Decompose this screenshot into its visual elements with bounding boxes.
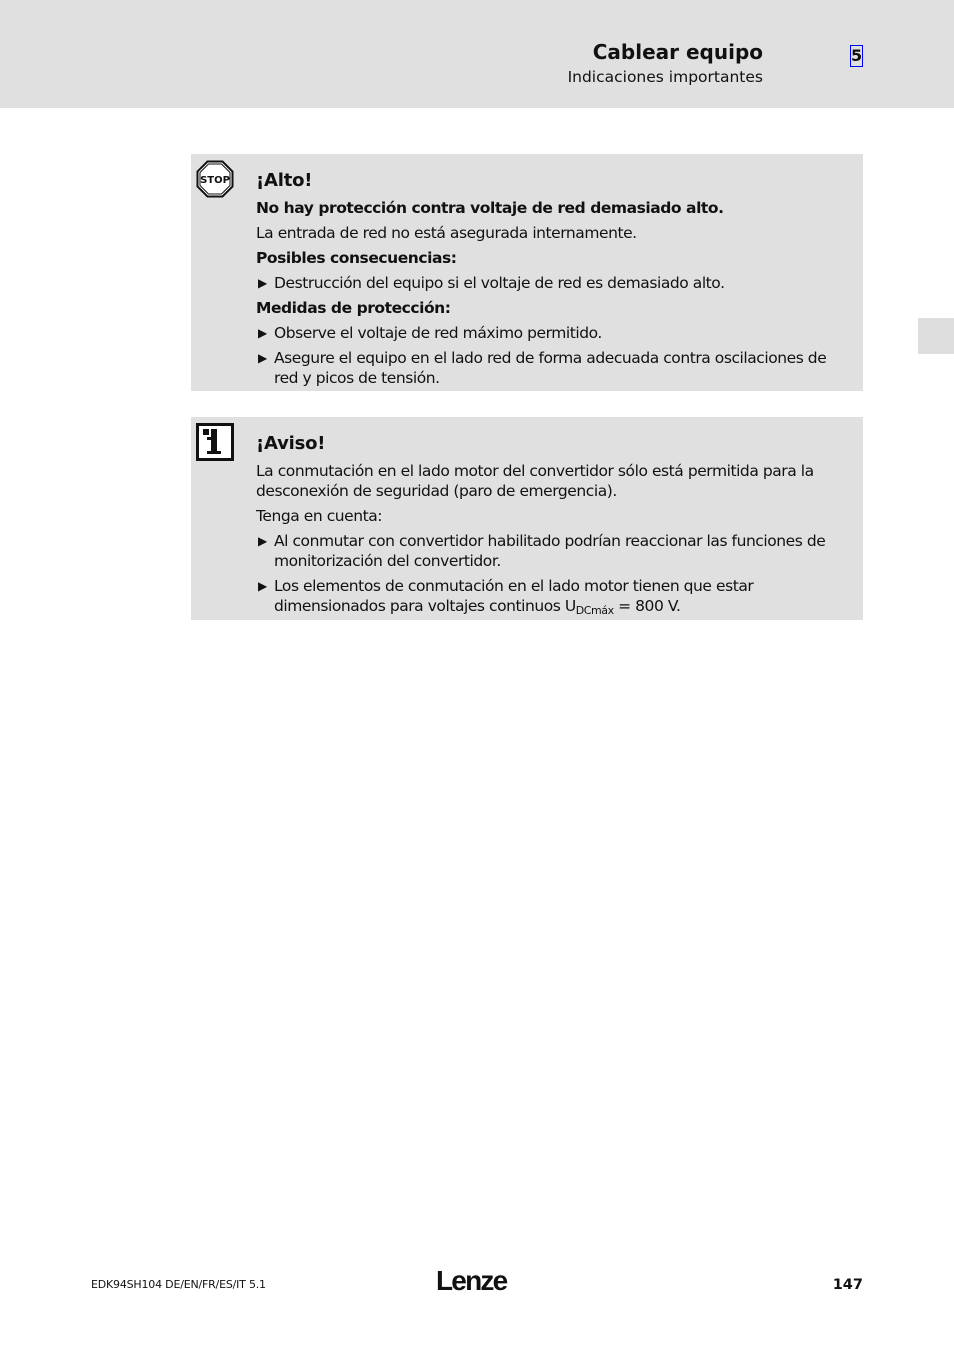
list-item bbox=[256, 531, 851, 571]
bullet-arrow-icon: ▶ bbox=[258, 579, 267, 593]
stop-description: La entrada de red no está asegurada internamente. bbox=[256, 224, 637, 242]
chapter-title: Cablear equipo bbox=[592, 40, 763, 64]
stop-sign-icon bbox=[196, 160, 234, 202]
stop-warning-text: No hay protección contra voltaje de red demasiado alto. bbox=[256, 199, 724, 217]
info-icon bbox=[196, 423, 234, 465]
stop-note-content bbox=[256, 171, 851, 393]
chapter-subtitle: Indicaciones importantes bbox=[567, 68, 763, 86]
list-item bbox=[256, 323, 851, 343]
bullet-arrow-icon: ▶ bbox=[258, 326, 267, 340]
consider-label: Tenga en cuenta: bbox=[256, 507, 383, 525]
side-tab-marker bbox=[918, 318, 954, 354]
chapter-number-badge: 5 bbox=[851, 46, 863, 65]
bullet-arrow-icon: ▶ bbox=[258, 276, 267, 290]
lenze-logo bbox=[436, 1266, 514, 1298]
stop-note-heading: ¡Alto! bbox=[256, 170, 313, 191]
voltage-subscript: DCmáx bbox=[575, 604, 614, 617]
list-item bbox=[256, 576, 851, 616]
header-band bbox=[0, 0, 954, 108]
stop-sign-text: STOP bbox=[200, 175, 230, 186]
measure-text: Asegure el equipo en el lado red de forma adecuada contra oscilaciones de red y picos de tensión. bbox=[274, 349, 827, 387]
lenze-logo-text: Lenze bbox=[436, 1266, 507, 1294]
info-bullet-text: Al conmutar con convertidor habilitado podrían reaccionar las funciones de monitorización del convertidor. bbox=[274, 532, 826, 570]
voltage-text-prefix: Los elementos de conmutación en el lado motor tienen que estar dimensionados para voltajes continuos U bbox=[274, 577, 754, 615]
voltage-text-suffix: = 800 V. bbox=[613, 597, 681, 615]
info-note-content bbox=[256, 434, 851, 621]
info-note-box bbox=[191, 417, 863, 620]
info-description: La conmutación en el lado motor del convertidor sólo está permitida para la desconexión de seguridad (paro de emergencia). bbox=[256, 462, 814, 500]
info-note-heading: ¡Aviso! bbox=[256, 433, 326, 454]
page-number: 147 bbox=[832, 1277, 863, 1293]
measure-text: Observe el voltaje de red máximo permitido. bbox=[274, 324, 602, 342]
list-item bbox=[256, 273, 851, 293]
bullet-arrow-icon: ▶ bbox=[258, 351, 267, 365]
consequences-label: Posibles consecuencias: bbox=[256, 249, 457, 267]
footer-document-id: EDK94SH104 DE/EN/FR/ES/IT 5.1 bbox=[91, 1278, 266, 1291]
stop-warning-box bbox=[191, 154, 863, 391]
bullet-arrow-icon: ▶ bbox=[258, 534, 267, 548]
measures-label: Medidas de protección: bbox=[256, 299, 451, 317]
list-item bbox=[256, 348, 851, 388]
consequence-text: Destrucción del equipo si el voltaje de red es demasiado alto. bbox=[274, 274, 725, 292]
